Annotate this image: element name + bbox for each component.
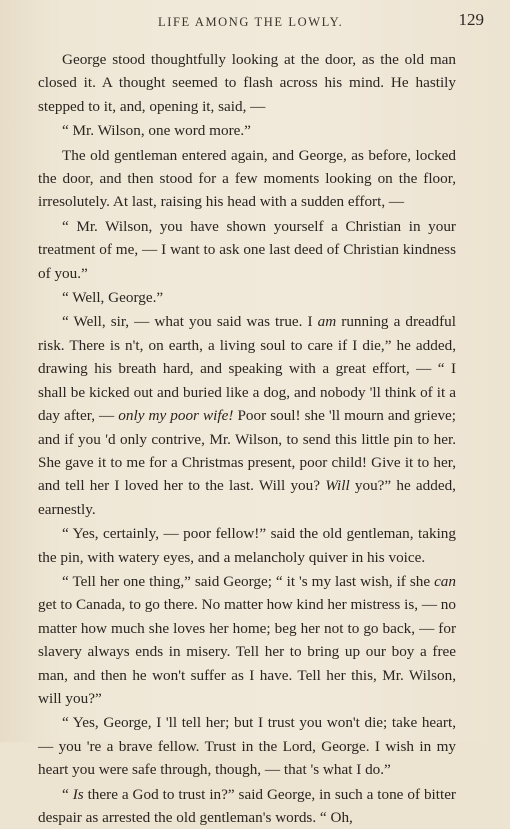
page-header [0, 10, 510, 30]
paragraph [38, 119, 456, 142]
paragraph [38, 48, 456, 118]
italic-text: am [317, 313, 337, 331]
running-title: LIFE AMONG THE LOWLY. [158, 15, 344, 29]
text-run: “ Mr. Wilson, one word more.” [62, 122, 251, 140]
italic-text: can [434, 572, 456, 590]
paragraph [38, 570, 456, 710]
paragraph [38, 310, 456, 521]
paragraph [38, 711, 456, 781]
text-run: “ Tell her one thing,” said George; “ it 's my last wish, if she [62, 572, 435, 590]
text-run: “ Well, sir, — what you said was true. I [62, 313, 318, 331]
text-run: “ [62, 785, 73, 803]
paragraph [38, 215, 456, 285]
text-run: you?” he added, earnestly. [38, 477, 456, 518]
text-run: Poor soul! she 'll mourn and grieve; and if you 'd only contrive, Mr. Wilson, to send this little pin to her. She gave it to me for a Christmas present, poor child! Give it to her, and tell her I loved her to the last. Will you? [38, 407, 457, 495]
text-run: The old gentleman entered again, and George, as before, locked the door, and then stood for a few moments looking on the floor, irresolutely. At last, raising his head with a sudden effort, — [38, 146, 456, 211]
text-run: “ Yes, George, I 'll tell her; but I trust you won't die; take heart, — you 're a brave fellow. Trust in the Lord, George. I wish in my heart you were safe through, though, — that 's what I do.” [38, 714, 456, 779]
italic-text: Will [325, 477, 350, 495]
text-run: “ Yes, certainly, — poor fellow!” said the old gentleman, taking the pin, with watery eyes, and a melancholy quiver in his voice. [38, 525, 456, 566]
paragraph [38, 286, 456, 309]
page-number: 129 [458, 10, 484, 29]
italic-text: Is [72, 785, 84, 803]
text-run: “ Well, George.” [62, 289, 164, 307]
italic-text: only my poor wife! [118, 407, 234, 425]
paragraph [38, 783, 456, 829]
text-run: running a dreadful risk. There is n't, on earth, a living soul to care if I die,” he added, drawing his breath hard, and speaking with a great effort, — “ I shall be kicked out and buried like a dog, and nobody 'll think of it a day after, — [38, 313, 456, 425]
text-run: George stood thoughtfully looking at the door, as the old man closed it. A thought seemed to flash across his mind. He hastily stepped to it, and, opening it, said, — [38, 51, 456, 115]
paragraph [38, 522, 456, 569]
text-run: there a God to trust in?” said George, in such a tone of bitter despair as arrested the old gentleman's words. “ Oh, [38, 785, 456, 826]
paragraph [38, 144, 456, 214]
text-run: “ Mr. Wilson, you have shown yourself a Christian in your treatment of me, — I want to ask one last deed of Christian kindness of you.” [38, 217, 456, 282]
body-text [38, 48, 456, 829]
text-run: get to Canada, to go there. No matter how kind her mistress is, — no matter how much she loves her home; beg her not to go back, — for slavery always ends in misery. Tell her to bring up our boy a free man, and then he won't suffer as I have. Tell her this, Mr. Wilson, will you?” [38, 596, 456, 707]
